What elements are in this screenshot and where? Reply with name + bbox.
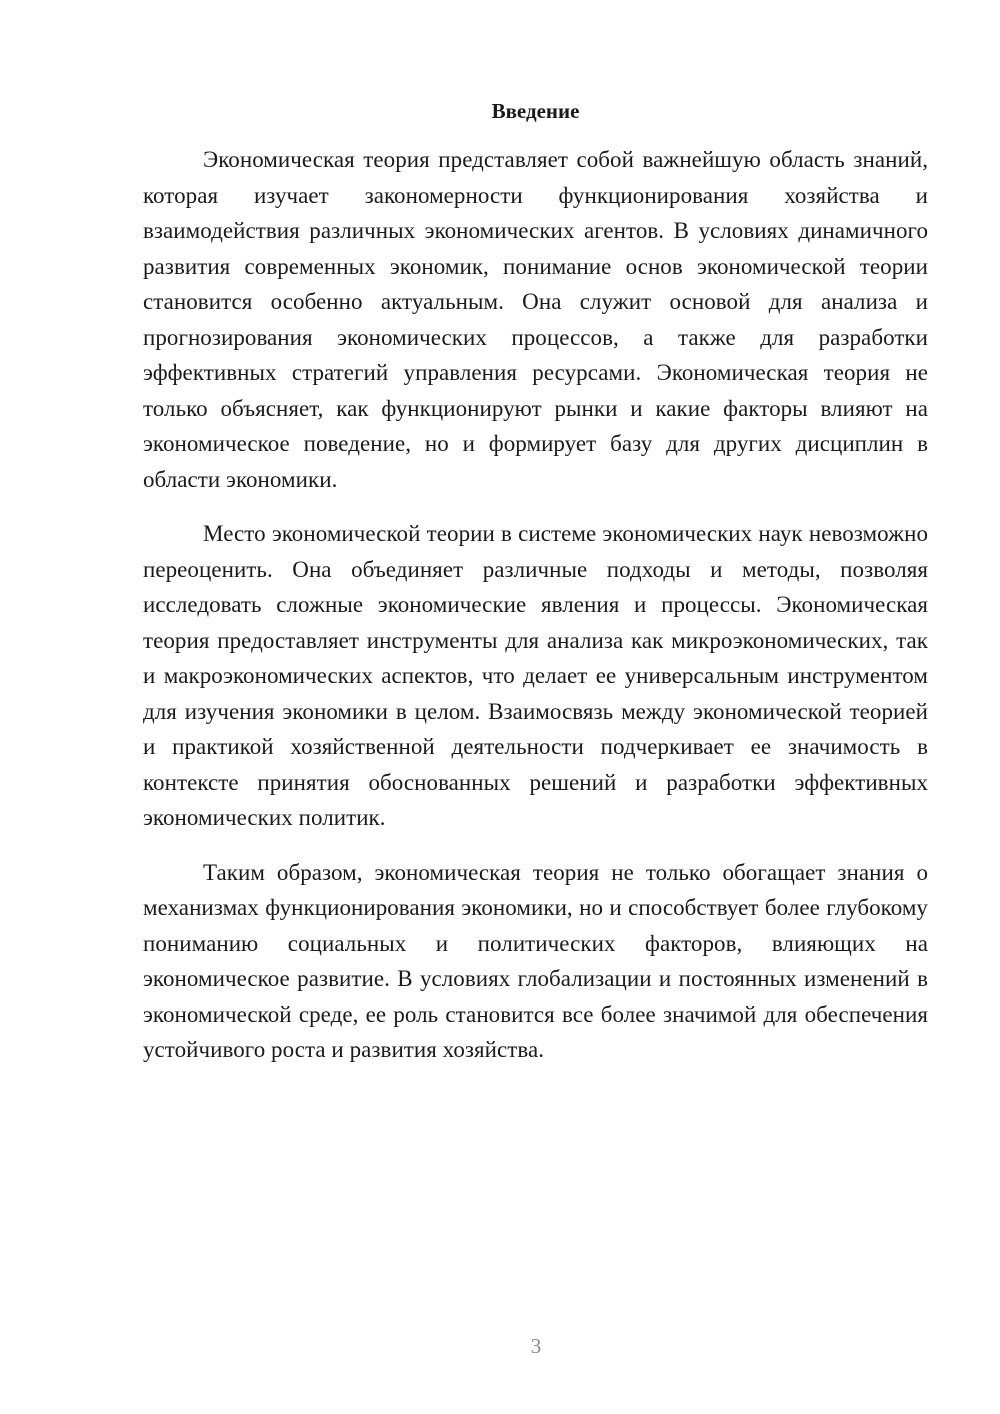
document-body (143, 142, 928, 1087)
paragraph-2: Место экономической теории в системе экономических наук невозможно переоценить. Она объединяет различные подходы и методы, позволяя исследовать сложные экономические явления и процессы. Экономическая теория предоставляет инструменты для анализа как микроэкономических, так и макроэкономических аспектов, что делает ее универсальным инструментом для изучения экономики в целом. Взаимосвязь между экономической теорией и практикой хозяйственной деятельности подчеркивает ее значимость в контексте принятия обоснованных решений и разработки эффективных экономических политик. (143, 521, 928, 830)
page-number: 3 (530, 1334, 542, 1358)
paragraph-1: Экономическая теория представляет собой важнейшую область знаний, которая изучает закономерности функционирования хозяйства и взаимодействия различных экономических агентов. В условиях динамичного развития современных экономик, понимание основ экономической теории становится особенно актуальным. Она служит основой для анализа и прогнозирования экономических процессов, а также для разработки эффективных стратегий управления ресурсами. Экономическая теория не только объясняет, как функционируют рынки и какие факторы влияют на экономическое поведение, но и формирует базу для других дисциплин в области экономики. (143, 147, 928, 492)
paragraph-3: Таким образом, экономическая теория не только обогащает знания о механизмах функционирования экономики, но и способствует более глубокому пониманию социальных и политических факторов, влияющих на экономическое развитие. В условиях глобализации и постоянных изменений в экономической среде, ее роль становится все более значимой для обеспечения устойчивого роста и развития хозяйства. (143, 859, 928, 1062)
page-title: Введение (491, 99, 580, 123)
